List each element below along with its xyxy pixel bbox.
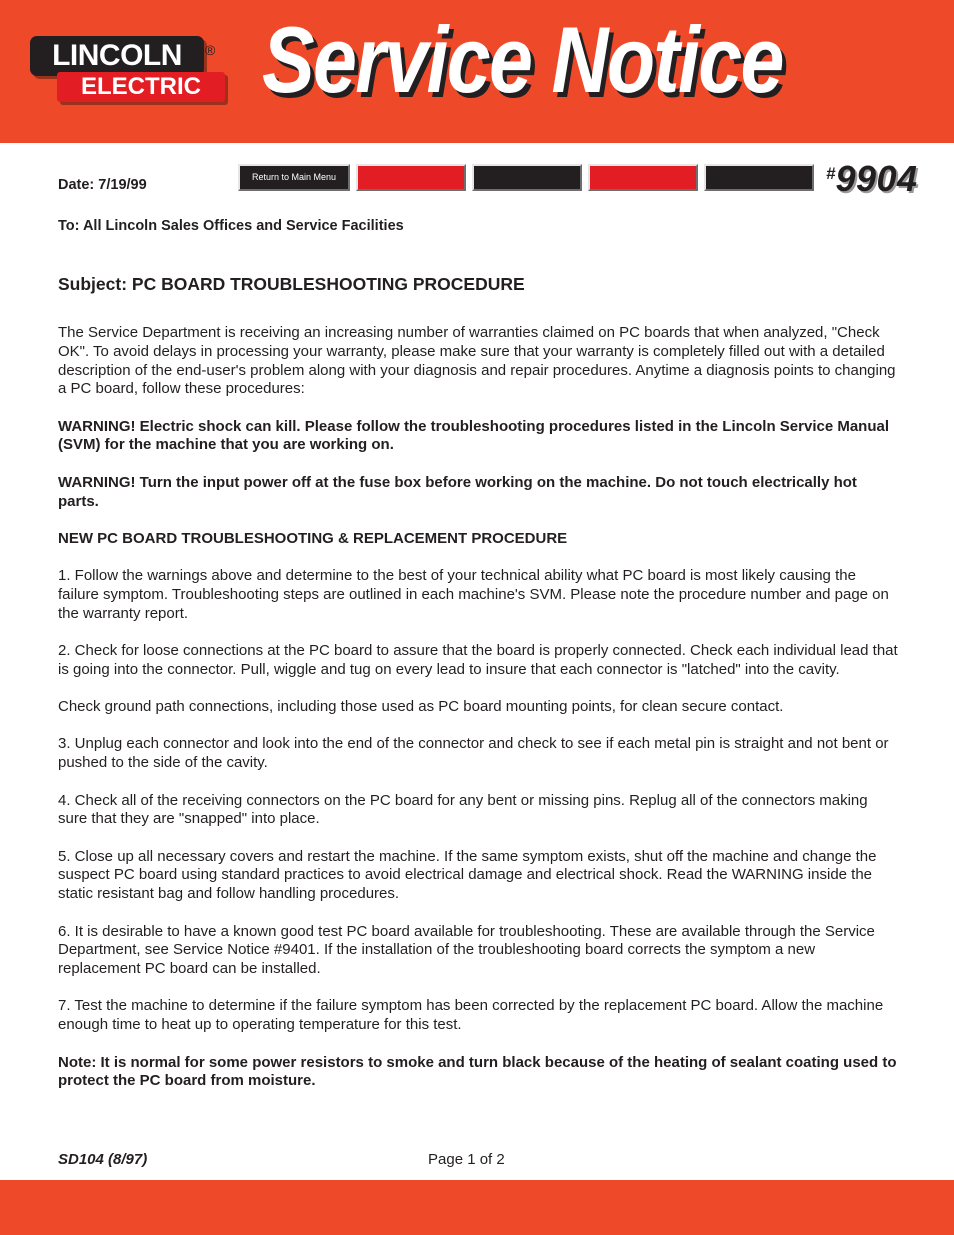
body-paragraph: WARNING! Turn the input power off at the fuse box before working on the machine. Do not touch electrically hot parts. (58, 473, 857, 510)
logo-lincoln-text: LINCOLN (30, 36, 204, 76)
notice-hash: # (826, 164, 836, 183)
subject-line: Subject: PC BOARD TROUBLESHOOTING PROCEDURE (58, 274, 525, 294)
body-paragraph: 1. Follow the warnings above and determine to the best of your technical ability what PC board is most likely causing the failure symptom. Troubleshooting steps are outlined in each machine's SVM. Please note the procedure number and page on the warranty report. (58, 567, 889, 622)
nav-button-3[interactable] (588, 164, 698, 191)
body-paragraph: 4. Check all of the receiving connectors on the PC board for any bent or missing pins. Replug all of the connectors making sure that they are "snapped" into place. (58, 791, 868, 828)
body-paragraph: 5. Close up all necessary covers and restart the machine. If the same symptom exists, shut off the machine and change the suspect PC board using standard practices to avoid electrical damage and electrical shock. Read the WARNING inside the static resistant bag and follow handling procedures. (58, 847, 877, 903)
nav-button-1[interactable] (356, 164, 466, 191)
lincoln-electric-logo (30, 36, 226, 106)
body-paragraph: The Service Department is receiving an increasing number of warranties claimed on PC boards that when analyzed, "Check OK". To avoid delays in processing your warranty, please make sure that your warranty is completely filled out with a detailed description of the end-user's problem along with your diagnosis and repair procedures. Anytime a diagnosis points to changing a PC board, follow these procedures: (58, 324, 896, 398)
footer-banner (0, 1180, 954, 1235)
body-paragraph: 6. It is desirable to have a known good test PC board available for troubleshooting. These are available through the Service Department, see Service Notice #9401. If the installation of the troubleshooting board corrects the symptom a new replacement PC board can be installed. (58, 922, 875, 978)
logo-electric-text: ELECTRIC (57, 72, 225, 102)
body-paragraph: 2. Check for loose connections at the PC board to assure that the board is properly connected. Check each individual lead that is going into the connector. Pull, wiggle and tug on every lead to insure that each connector is "latched" into the cavity. (58, 642, 898, 678)
body-paragraph: Note: It is normal for some power resistors to smoke and turn black because of the heating of sealant coating used to protect the PC board from moisture. (58, 1053, 897, 1090)
notice-body (58, 324, 898, 1110)
return-to-main-menu-button[interactable]: Return to Main Menu (238, 164, 350, 191)
page-number: Page 1 of 2 (428, 1151, 505, 1168)
logo-registered-mark: ® (205, 42, 216, 58)
body-paragraph: 7. Test the machine to determine if the failure symptom has been corrected by the replacement PC board. Allow the machine enough time to heat up to operating temperature for this test. (58, 997, 884, 1034)
nav-button-4[interactable] (704, 164, 814, 191)
body-paragraph: NEW PC BOARD TROUBLESHOOTING & REPLACEMENT PROCEDURE (58, 529, 568, 547)
body-paragraph: 3. Unplug each connector and look into the end of the connector and check to see if each metal pin is straight and not bent or pushed to the side of the cavity. (58, 735, 889, 772)
body-paragraph: WARNING! Electric shock can kill. Please follow the troubleshooting procedures listed in the Lincoln Service Manual (SVM) for the machine that you are working on. (58, 417, 890, 454)
notice-number-value: 9904 (835, 158, 918, 199)
header-banner (0, 0, 954, 143)
date-line: Date: 7/19/99 (58, 177, 147, 193)
nav-button-2[interactable] (472, 164, 582, 191)
body-paragraph: Check ground path connections, including those used as PC board mounting points, for clean secure contact. (58, 698, 784, 716)
recipient-line: To: All Lincoln Sales Offices and Service Facilities (58, 218, 404, 234)
form-code: SD104 (8/97) (58, 1151, 148, 1168)
page-title: Service Notice (262, 7, 783, 112)
notice-number (826, 158, 918, 200)
